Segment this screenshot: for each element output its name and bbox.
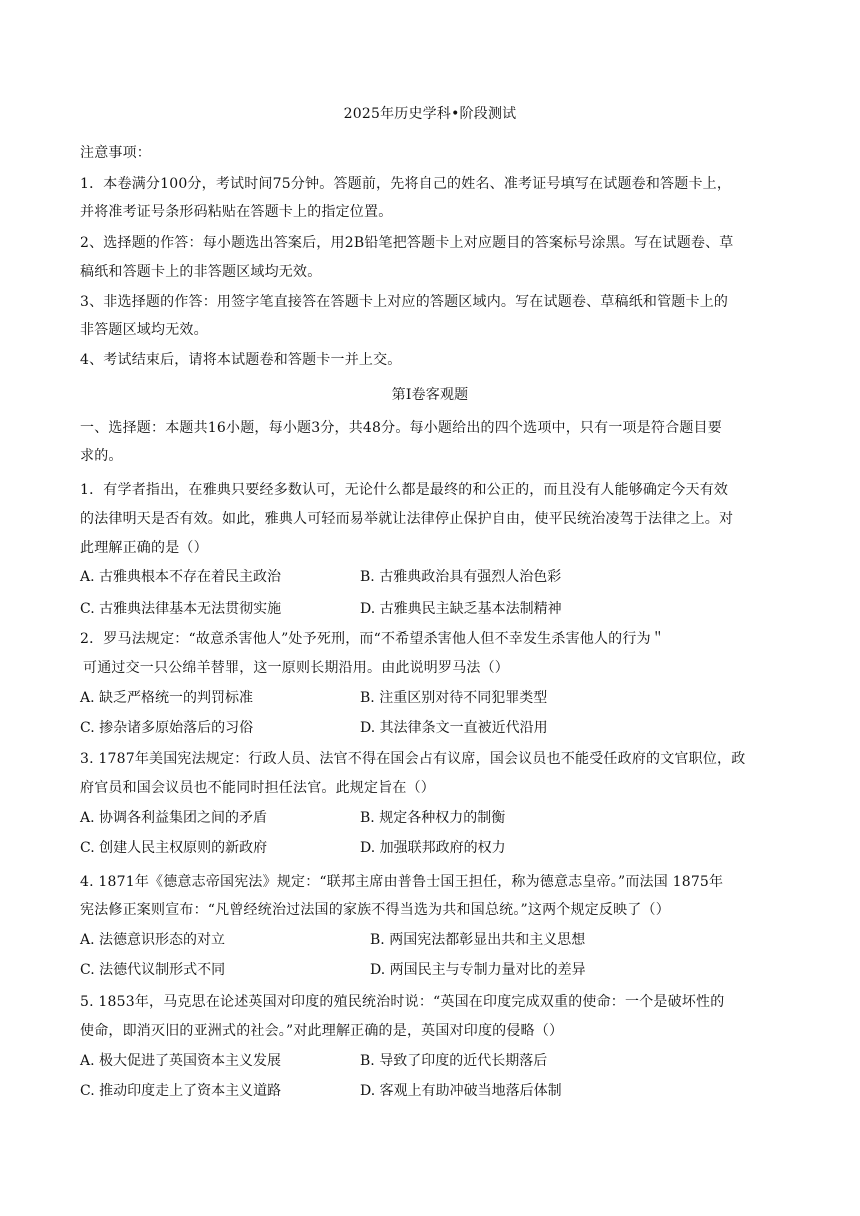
question-1-line-2: 的法律明天是否有效。如此，雅典人可轻而易举就让法律停止保护自由，使平民统治凌驾于法律之上。对 [80, 511, 734, 527]
question-2-option-c: C. 掺杂诸多原始落后的习俗 [80, 720, 254, 736]
question-3-line-1: 3. 1787年美国宪法规定：行政人员、法官不得在国会占有议席，国会议员也不能受任政府的文官职位，政 [80, 751, 746, 767]
notice-item-1-cont: 并将准考证号条形码粘贴在答题卡上的指定位置。 [80, 204, 393, 220]
notice-item-3: 3、非选择题的作答：用签字笔直接答在答题卡上对应的答题区域内。写在试题卷、草稿纸和管题卡上的 [80, 294, 729, 310]
question-3-option-c: C. 创建人民主权原则的新政府 [80, 840, 268, 856]
question-4-line-1: 4. 1871年《德意志帝国宪法》规定：“联邦主席由普鲁士国王担任，称为德意志皇帝。”而法国 1875年 [80, 874, 724, 890]
question-4-option-d: D. 两国民主与专制力量对比的差异 [370, 962, 586, 978]
question-4-option-a: A. 法德意识形态的对立 [80, 932, 226, 948]
question-5-option-c: C. 推动印度走上了资本主义道路 [80, 1083, 282, 1099]
question-4-option-b: B. 两国宪法都彰显出共和主义思想 [370, 932, 586, 948]
question-4-line-2: 宪法修正案则宣布：“凡曾经统治过法国的家族不得当选为共和国总统。”这两个规定反映了（） [80, 902, 670, 918]
question-5-option-a: A. 极大促进了英国资本主义发展 [80, 1053, 282, 1069]
notice-item-2-cont: 稿纸和答题卡上的非答题区域均无效。 [80, 264, 322, 280]
exam-title: 2025年历史学科•阶段测试 [343, 106, 517, 122]
question-5-option-b: B. 导致了印度的近代长期落后 [360, 1053, 548, 1069]
question-2-line-2: 可通过交一只公绵羊替罪，这一原则长期沿用。由此说明罗马法（） [83, 660, 509, 676]
question-1-option-b: B. 古雅典政治具有强烈人治色彩 [360, 569, 562, 585]
question-1-line-3: 此理解正确的是（） [80, 540, 208, 556]
question-5-line-1: 5. 1853年，马克思在论述英国对印度的殖民统治时说：“英国在印度完成双重的使命：一个是破坏性的 [80, 994, 725, 1010]
section-title: 第I卷客观题 [391, 387, 469, 403]
question-3-option-b: B. 规定各种权力的制衡 [360, 810, 506, 826]
question-1-option-c: C. 古雅典法律基本无法贯彻实施 [80, 601, 282, 617]
question-2-line-1: 2．罗马法规定：“故意杀害他人”处予死刑，而“不希望杀害他人但不幸发生杀害他人的行为＂ [80, 631, 665, 647]
question-1-option-a: A. 古雅典根本不存在着民主政治 [80, 569, 282, 585]
question-3-option-d: D. 加强联邦政府的权力 [360, 840, 506, 856]
notice-item-2: 2、选择题的作答：每小题选出答案后，用2B铅笔把答题卡上对应题目的答案标号涂黑。写在试题卷、草 [80, 235, 734, 251]
question-5-line-2: 使命，即消灭旧的亚洲式的社会。”对此理解正确的是，英国对印度的侵略（） [80, 1023, 564, 1039]
question-2-option-d: D. 其法律条文一直被近代沿用 [360, 720, 548, 736]
question-1-line-1: 1．有学者指出，在雅典只要经多数认可，无论什么都是最终的和公正的，而且没有人能够确定今天有效 [80, 482, 729, 498]
part-intro: 一、选择题：本题共16小题，每小题3分，共48分。每小题给出的四个选项中，只有一项是符合题目要 [80, 420, 722, 436]
notice-item-3-cont: 非答题区域均无效。 [80, 322, 208, 338]
part-intro-cont: 求的。 [80, 448, 123, 464]
notice-item-4: 4、考试结束后，请将本试题卷和答题卡一并上交。 [80, 352, 402, 368]
question-1-option-d: D. 古雅典民主缺乏基本法制精神 [360, 601, 562, 617]
question-3-option-a: A. 协调各利益集团之间的矛盾 [80, 810, 268, 826]
question-3-line-2: 府官员和国会议员也不能同时担任法官。此规定旨在（） [80, 780, 435, 796]
question-4-option-c: C. 法德代议制形式不同 [80, 962, 226, 978]
notice-heading: 注意事项： [80, 145, 151, 161]
question-5-option-d: D. 客观上有助冲破当地落后体制 [360, 1083, 562, 1099]
question-2-option-a: A. 缺乏严格统一的判罚标准 [80, 690, 254, 706]
question-2-option-b: B. 注重区别对待不同犯罪类型 [360, 690, 548, 706]
notice-item-1: 1．本卷满分100分，考试时间75分钟。答题前，先将自己的姓名、准考证号填写在试题卷和答题卡上， [80, 176, 732, 192]
